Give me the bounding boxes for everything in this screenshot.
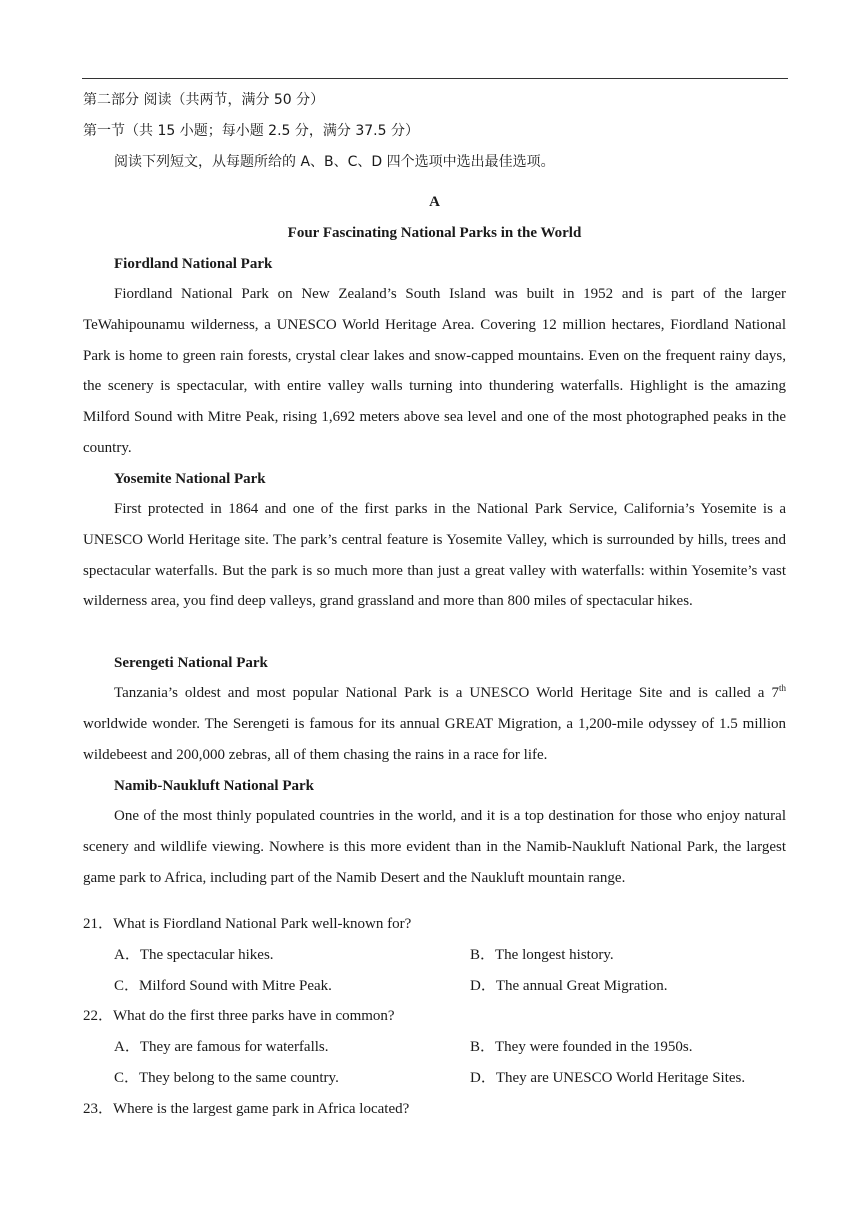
part-title: 第二部分 阅读（共两节，满分 50 分） [83, 92, 325, 108]
park-heading-fiordland: Fiordland National Park [114, 256, 273, 272]
park-heading-namib: Namib-Naukluft National Park [114, 778, 315, 794]
serengeti-text-part2: worldwide wonder. The Serengeti is famous for its annual GREAT Migration, a 1,200-mile odyssey of 1.5 million wildebeest and 200,000 zebras, all of them chasing the rains in a race for life. [83, 715, 786, 763]
option-21-a[interactable] [114, 943, 274, 964]
option-22-c[interactable] [114, 1066, 339, 1087]
question-number: 22． [83, 1008, 114, 1024]
option-text: They belong to the same country. [139, 1070, 339, 1086]
park-text-fiordland: Fiordland National Park on New Zealand’s South Island was built in 1952 and is part of the larger TeWahipounamu wilderness, a UNESCO World Heritage Area. Covering 12 million hectares, Fiordland National Park is home to green rain forests, crystal clear lakes and snow-capped mountains. Even on the frequent rainy days, the scenery is spectacular, with entire valley walls turning into thundering waterfalls. Highlight is the amazing Milford Sound with Mitre Peak, rising 1,692 meters above sea level and one of the most photographed peaks in the country. [83, 286, 786, 456]
park-heading-serengeti: Serengeti National Park [114, 655, 268, 671]
question-21 [83, 912, 411, 933]
park-text-yosemite: First protected in 1864 and one of the first parks in the National Park Service, California’s Yosemite is a UNESCO World Heritage site. The park’s central feature is Yosemite Valley, which is surrounded by hills, trees and spectacular waterfalls. But the park is so much more than just a great valley with waterfalls: within Yosemite’s vast wilderness area, you find deep valleys, grand grassland and more than 800 miles of spectacular hikes. [83, 501, 786, 610]
option-text: They are UNESCO World Heritage Sites. [495, 1070, 746, 1086]
park-heading-yosemite: Yosemite National Park [114, 471, 266, 487]
option-letter: D． [470, 1070, 496, 1086]
ordinal-suffix: th [778, 683, 786, 693]
section-title: 第一节（共 15 小题；每小题 2.5 分，满分 37.5 分） [83, 123, 419, 139]
option-letter: D． [470, 978, 496, 994]
park-text-serengeti [83, 678, 786, 770]
option-22-b[interactable] [470, 1035, 692, 1056]
option-text: They are famous for waterfalls. [139, 1039, 329, 1055]
option-text: The annual Great Migration. [495, 978, 668, 994]
option-letter: B． [470, 1039, 496, 1055]
instruction: 阅读下列短文，从每题所给的 A、B、C、D 四个选项中选出最佳选项。 [114, 154, 555, 170]
option-text: The spectacular hikes. [139, 947, 274, 963]
option-letter: A． [114, 1039, 140, 1055]
question-stem: What is Fiordland National Park well-known for? [113, 916, 412, 932]
question-number: 21． [83, 916, 114, 932]
option-22-a[interactable] [114, 1035, 329, 1056]
option-letter: B． [470, 947, 496, 963]
option-21-d[interactable] [470, 974, 667, 995]
question-number: 23． [83, 1101, 114, 1117]
option-letter: A． [114, 947, 140, 963]
question-22 [83, 1004, 395, 1025]
option-letter: C． [114, 1070, 140, 1086]
option-letter: C． [114, 978, 140, 994]
passage-label: A [429, 194, 440, 210]
question-23 [83, 1097, 409, 1118]
option-21-b[interactable] [470, 943, 614, 964]
passage-title: Four Fascinating National Parks in the World [287, 225, 582, 241]
option-text: Milford Sound with Mitre Peak. [139, 978, 332, 994]
question-stem: Where is the largest game park in Africa located? [113, 1101, 410, 1117]
serengeti-text-part1: Tanzania’s oldest and most popular National Park is a UNESCO World Heritage Site and is called a 7 [114, 685, 779, 701]
option-22-d[interactable] [470, 1066, 745, 1087]
question-stem: What do the first three parks have in common? [113, 1008, 395, 1024]
park-text-namib: One of the most thinly populated countries in the world, and it is a top destination for those who enjoy natural scenery and wildlife viewing. Nowhere is this more evident than in the Namib-Naukluft National Park, the largest game park to Africa, including part of the Namib Desert and the Naukluft mountain range. [83, 808, 786, 886]
header-rule [82, 78, 788, 79]
option-21-c[interactable] [114, 974, 332, 995]
option-text: The longest history. [495, 947, 614, 963]
option-text: They were founded in the 1950s. [495, 1039, 693, 1055]
